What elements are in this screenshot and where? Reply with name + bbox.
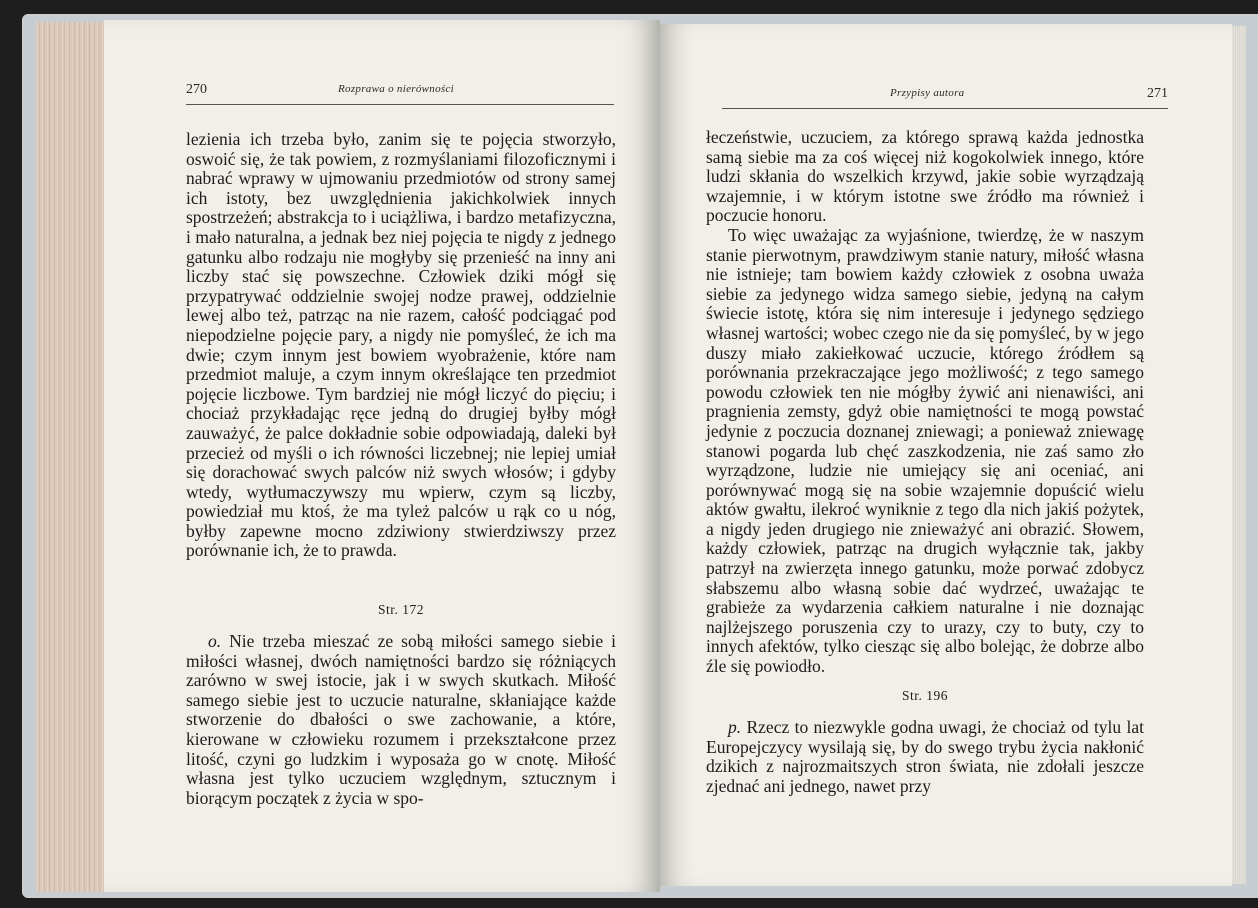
- right-paragraph-2: To więc uważając za wyjaśnione, twierdzę, że w naszym stanie pierwotnym, prawdziwym stanie natury, miłość własna nie istnieje; tam bowiem każdy człowiek z osobna uważa siebie za jedynego widza samego siebie, jedyną na całym świecie istotę, która się nim interesuje i jedynego sędziego własnej wartości; wobec czego nie da się pomyśleć, by w jego duszy miało zakiełkować uczucie, którego źródłem są porównania przekraczające jego możliwość; z tego samego powodu człowiek ten nie mógłby żywić ani nienawiści, ani pragnienia zemsty, gdyż obie namiętności te mogą powstać jedynie z poczucia doznanej zniewagi; a ponieważ zniewagę stanowi pogarda lub chęć zaszkodzenia, nie zaś samo zło wyrządzone, ludzie nie umiejący się ani oceniać, ani porównywać mogą się na sobie wzajemnie dopuścić wielu aktów gwałtu, ilekroć wyniknie z tego dla nich jakiś pożytek, a nigdy jeden drugiego nie znieważyć ani obrazić. Słowem, każdy człowiek, patrząc na drugich wyłącznie tak, jakby patrzył na zwierzęta innego gatunku, może porwać zdobycz słabszemu albo własną sobie dać wydrzeć, uważając te grabieże za wydarzenia całkiem naturalne i nie doznając najlżejszego poruszenia czy to urazy, czy to buty, czy to innych afektów, tylko ciesząc się albo bolejąc, że dobrze albo źle się powiodło.: [706, 224, 1144, 677]
- left-paragraph-1: [186, 130, 616, 561]
- left-paragraph-2: [186, 632, 616, 808]
- right-note-letter: p.: [728, 717, 742, 737]
- right-paragraphs: [706, 128, 1144, 677]
- right-paragraph-1: łeczeństwie, uczuciem, za którego sprawą każda jednostka samą siebie ma za coś więcej niż kogokolwiek innego, które ludzi skłania do wszelkich krzywd, jakie sobie wyrządzają wzajemnie, i w którym istotne swe źródło ma również i poczucie honoru.: [706, 127, 1144, 226]
- left-page: [104, 20, 660, 892]
- left-head-rule: [186, 104, 614, 105]
- page-edges-right: [1232, 26, 1246, 884]
- right-head-rule: [722, 108, 1168, 109]
- right-section-heading: Str. 196: [901, 688, 948, 703]
- left-section-heading: Str. 172: [377, 602, 424, 617]
- right-page-number: 271: [1147, 86, 1168, 101]
- left-paragraph-1-text: lezienia ich trzeba było, zanim się te pojęcia stworzyło, oswoić się, że tak powiem, z rozmyślaniami filozoficznymi i nabrać wprawy w ujmowaniu przedmiotów od strony samej ich istoty, bez uwzględnienia jakichkolwiek innych spostrzeżeń; abstrakcja to i uciążliwa, i bardzo metafizyczna, i mało naturalna, a jednak bez niej pojęcia te nigdy z jednego gatunku albo rodzaju nie mogłyby się przenieść na inny ani liczby stać się powszechne. Człowiek dziki mógł się przypatrywać oddzielnie swojej nodze prawej, oddzielnie lewej albo też, patrząc na nie razem, całość podciągać pod niepodzielne pojęcie pary, a nigdy nie pomyśleć, że ich ma dwie; czym innym jest bowiem wyobrażenie, które nam przedmiot maluje, a czym innym określające ten przedmiot pojęcie liczbowe. Tym bardziej nie mógł liczyć do pięciu; i chociaż przykładając ręce jedną do drugiej byłby mógł zauważyć, że palce dokładnie sobie odpowiadają, daleki był przecież od myśli o ich równości liczebnej; nie lepiej umiał się dorachować swych palców niż swych włosów; i gdyby wtedy, wytłumaczywszy mu wpierw, czym są liczby, powiedział mu ktoś, że ma tyleż palców u rąk co u nóg, byłby zapewne mocno zdziwiony stwierdziwszy przez porównanie ich, że to prawda.: [186, 129, 616, 561]
- right-paragraph-3: [706, 718, 1144, 796]
- right-paragraph-3-text: Rzecz to niezwykle godna uwagi, że chociaż od tylu lat Europejczycy wysilają się, by do swego trybu życia nakłonić dzikich z najrozmaitszych stron świata, nie zdołali jeszcze zjednać ani jednego, nawet przy: [706, 717, 1145, 796]
- left-paragraph-2-text: Nie trzeba mieszać ze sobą miłości samego siebie i miłości własnej, dwóch namiętności bardzo się różniących zarówno w swej istocie, jak i w swych skutkach. Miłość samego siebie jest to uczucie naturalne, skłaniające każde stworzenie do dbałości o swe zachowanie, a które, kierowane w człowieku rozumem i przekształcone przez litość, czyni go ludzkim i wyposaża go w cnotę. Miłość własna jest tylko uczuciem względnym, sztucznym i biorącym początek z życia w spo-: [186, 631, 617, 808]
- left-running-title: Rozprawa o nierówności: [338, 83, 454, 95]
- right-page: [660, 24, 1232, 886]
- left-page-number: 270: [186, 82, 207, 97]
- page-edges-left: [36, 22, 114, 892]
- left-note-letter: o.: [208, 631, 222, 651]
- right-running-title: Przypisy autora: [890, 87, 965, 99]
